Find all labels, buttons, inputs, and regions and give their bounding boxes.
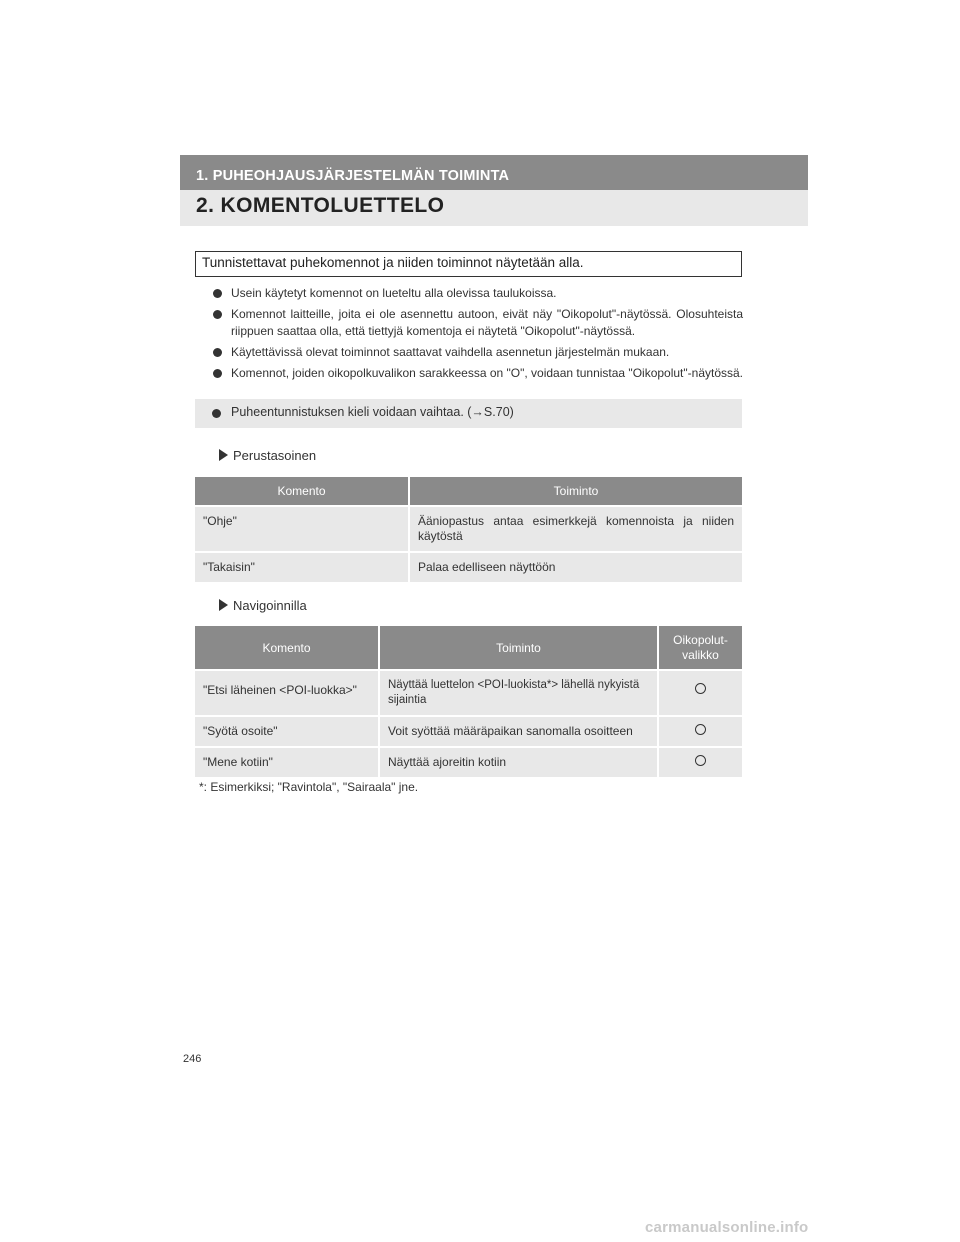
navi-section-title: [219, 598, 307, 613]
circle-icon: [695, 683, 706, 694]
basic-section-title: [219, 448, 316, 463]
table-row: [195, 747, 742, 777]
column-header: Toiminto: [409, 477, 742, 506]
table-header-row: [195, 626, 742, 670]
table-row: [195, 506, 742, 552]
function-cell: Näyttää ajoreitin kotiin: [379, 747, 658, 777]
triangle-right-icon: [219, 449, 228, 461]
table-row: [195, 670, 742, 716]
section-title: 2. KOMENTOLUETTELO: [196, 194, 445, 217]
circle-icon: [695, 724, 706, 735]
function-cell: Ääniopastus antaa esimerkkejä komennoista ja niiden käytöstä: [409, 506, 742, 552]
command-cell: "Takaisin": [195, 552, 409, 582]
table-row: [195, 552, 742, 582]
table-header-row: [195, 477, 742, 506]
bullet-item: Komennot laitteille, joita ei ole asennettu autoon, eivät näy "Oikopolut"-näytössä. Olosuhteista riippuen saattaa olla, että tiettyjä komentoja ei näytetä "Oikopolut"-näytössä.: [213, 306, 743, 340]
command-cell: "Mene kotiin": [195, 747, 379, 777]
bullet-list: [213, 285, 743, 386]
function-cell: Palaa edelliseen näyttöön: [409, 552, 742, 582]
command-cell: "Ohje": [195, 506, 409, 552]
chapter-header: [180, 155, 808, 190]
section-header: [180, 190, 808, 226]
shortcut-cell: [658, 716, 742, 747]
watermark: carmanualsonline.info: [645, 1219, 809, 1236]
command-cell: "Syötä osoite": [195, 716, 379, 747]
intro-text: Tunnistettavat puhekomennot ja niiden toiminnot näytetään alla.: [202, 255, 584, 270]
language-note: [195, 399, 742, 428]
triangle-right-icon: [219, 599, 228, 611]
column-header: Komento: [195, 626, 379, 670]
shortcut-cell: [658, 670, 742, 716]
table-row: [195, 716, 742, 747]
basic-section-label: Perustasoinen: [233, 448, 317, 463]
bullet-item: Usein käytetyt komennot on lueteltu alla olevissa taulukoissa.: [213, 285, 743, 302]
footnote: *: Esimerkiksi; "Ravintola", "Sairaala" jne.: [199, 780, 419, 794]
language-note-text: Puheentunnistuksen kieli voidaan vaihtaa. (→S.70): [231, 405, 514, 419]
command-cell: "Etsi läheinen <POI-luokka>": [195, 670, 379, 716]
navi-section-label: Navigoinnilla: [233, 598, 307, 613]
column-header: Oikopolut-valikko: [658, 626, 742, 670]
chapter-title: 1. PUHEOHJAUSJÄRJESTELMÄN TOIMINTA: [196, 168, 510, 184]
intro-box: [195, 251, 742, 277]
shortcut-cell: [658, 747, 742, 777]
page-number: 246: [183, 1053, 202, 1065]
bullet-dot-icon: [212, 409, 221, 418]
bullet-item: Käytettävissä olevat toiminnot saattavat vaihdella asennetun järjestelmän mukaan.: [213, 344, 743, 361]
circle-icon: [695, 755, 706, 766]
function-cell: Voit syöttää määräpaikan sanomalla osoitteen: [379, 716, 658, 747]
navigation-commands-table: [195, 626, 742, 777]
column-header: Komento: [195, 477, 409, 506]
column-header: Toiminto: [379, 626, 658, 670]
function-cell: Näyttää luettelon <POI-luokista*> lähellä nykyistä sijaintia: [379, 670, 658, 716]
bullet-item: Komennot, joiden oikopolkuvalikon sarakkeessa on "O", voidaan tunnistaa "Oikopolut"-näytössä.: [213, 365, 743, 382]
basic-commands-table: [195, 477, 742, 582]
